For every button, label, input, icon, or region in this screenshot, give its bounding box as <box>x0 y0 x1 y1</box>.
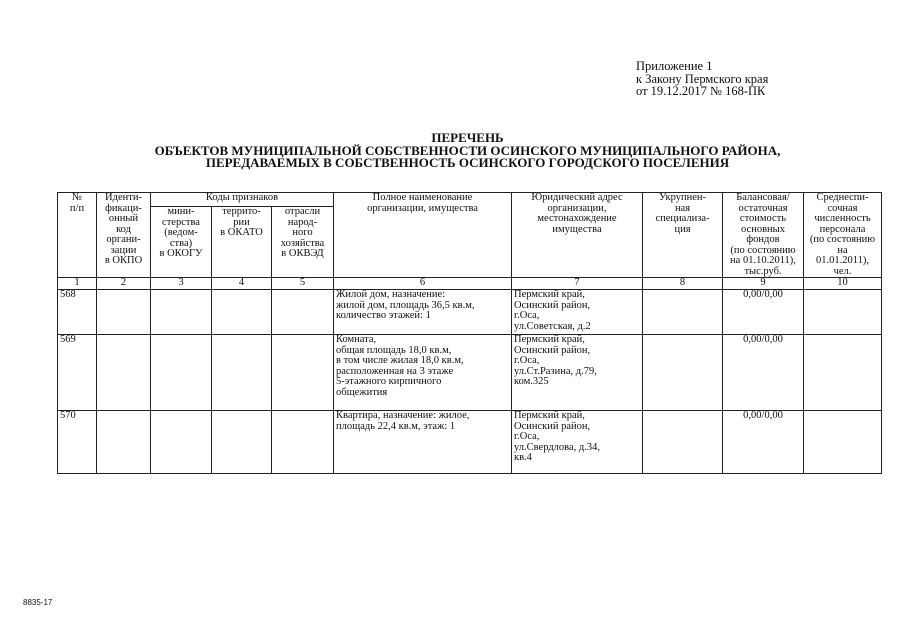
column-number: 7 <box>512 278 643 290</box>
text-line: онный <box>108 213 139 224</box>
title-line-1: ПЕРЕЧЕНЬ <box>431 130 504 145</box>
header-okato <box>212 207 272 278</box>
text-line: остаточная <box>738 202 788 214</box>
text-line: площадь 22,4 кв.м, этаж: 1 <box>336 420 456 432</box>
text-line: в ОКАТО <box>220 227 263 238</box>
title-line-3: ПЕРЕДАВАЕМЫХ В СОБСТВЕННОСТЬ ОСИНСКОГО ГОРОДСКОГО ПОСЕЛЕНИЯ <box>205 155 730 170</box>
text-line: террито- <box>222 206 261 217</box>
balance-value: 0,00/0,00 <box>723 411 804 474</box>
text-line: организации, <box>547 202 607 214</box>
text-line: (ведом- <box>164 227 198 238</box>
text-line: Квартира, назначение: жилое, <box>336 410 470 421</box>
text-line: общежития <box>336 386 388 398</box>
column-number: 9 <box>723 278 804 290</box>
header-address <box>512 193 643 278</box>
column-number: 1 <box>58 278 97 290</box>
row-number: 568 <box>58 290 97 335</box>
okato-cell <box>212 290 272 335</box>
text-line: Полное наименование <box>372 192 473 203</box>
staff-cell <box>804 411 882 474</box>
specialization-cell <box>643 290 723 335</box>
title-line-2: ОБЪЕКТОВ МУНИЦИПАЛЬНОЙ СОБСТВЕННОСТИ ОСИНСКОГО МУНИЦИПАЛЬНОГО РАЙОНА, <box>154 142 781 158</box>
text-line: персонала <box>819 223 866 235</box>
text-line: г.Оса, <box>514 310 540 321</box>
document-code: 8835-17 <box>23 598 53 607</box>
okpo-cell <box>97 411 151 474</box>
specialization-cell <box>643 411 723 474</box>
object-name <box>334 290 512 335</box>
text-line: хозяйства <box>280 237 325 249</box>
balance-value: 0,00/0,00 <box>723 290 804 335</box>
text-line: органи- <box>106 234 141 245</box>
text-line: Пермский край, <box>514 334 585 345</box>
text-line: Юридический адрес <box>531 192 623 203</box>
text-line: стерства <box>162 216 200 228</box>
text-line: ком.325 <box>514 376 549 387</box>
header-okved <box>272 207 334 278</box>
okpo-cell <box>97 335 151 411</box>
text-line: п/п <box>69 202 85 214</box>
header-num <box>58 193 97 278</box>
text-line: местонахождение <box>537 213 617 224</box>
text-line: ного <box>292 227 313 238</box>
text-line: г.Оса, <box>514 355 540 366</box>
text-line: Пермский край, <box>514 289 585 300</box>
header-name <box>334 193 512 278</box>
table-row <box>58 335 882 411</box>
text-line: ная <box>674 202 691 214</box>
text-line: народ- <box>287 216 318 228</box>
text-line: ства) <box>169 237 193 249</box>
column-number: 3 <box>151 278 212 290</box>
okato-cell <box>212 335 272 411</box>
text-line: Балансовая/ <box>736 192 790 203</box>
okogu-cell <box>151 335 212 411</box>
okved-cell <box>272 290 334 335</box>
column-number-row <box>58 278 882 290</box>
text-line: Осинский район, <box>514 344 591 356</box>
text-line: стоимость <box>739 213 787 224</box>
text-line: жилой дом, площадь 36,5 кв.м, <box>336 299 475 311</box>
column-number: 5 <box>272 278 334 290</box>
column-number: 10 <box>804 278 882 290</box>
text-line: на 01.10.2011), <box>730 255 796 266</box>
document-title <box>60 132 875 170</box>
text-line: Комната, <box>336 334 377 345</box>
text-line: рии <box>233 216 250 228</box>
text-line: ция <box>674 223 691 235</box>
text-line: общая площадь 18,0 кв.м, <box>336 344 452 356</box>
text-line: Пермский край, <box>514 410 585 421</box>
text-line: 5-этажного кирпичного <box>336 376 442 387</box>
appendix-line-2: к Закону Пермского края <box>636 71 769 86</box>
header-codes: Коды признаков <box>151 193 334 207</box>
object-address <box>512 411 643 474</box>
balance-value: 0,00/0,00 <box>723 335 804 411</box>
appendix-line-3: от 19.12.2017 № 168-ПК <box>636 84 766 98</box>
okogu-cell <box>151 411 212 474</box>
text-line: организации, имущества <box>367 202 478 214</box>
text-line: код <box>116 223 131 235</box>
header-okogu <box>151 207 212 278</box>
text-line: Укрупнен- <box>659 192 706 203</box>
object-address <box>512 335 643 411</box>
text-line: Иденти- <box>105 192 142 203</box>
object-name <box>334 335 512 411</box>
text-line: 01.01.2011), <box>816 255 869 266</box>
okogu-cell <box>151 290 212 335</box>
text-line: специализа- <box>655 213 710 224</box>
text-line: численность <box>814 213 871 224</box>
object-address <box>512 290 643 335</box>
header-staff <box>804 193 882 278</box>
specialization-cell <box>643 335 723 411</box>
header-specialization <box>643 193 723 278</box>
text-line: в ОКВЭД <box>281 248 324 259</box>
text-line: кв.4 <box>514 452 532 463</box>
text-line: ул.Свердлова, д.34, <box>514 441 600 453</box>
text-line: г.Оса, <box>514 431 540 442</box>
text-line: имущества <box>552 223 602 235</box>
text-line: в ОКПО <box>104 255 143 266</box>
text-line: ул.Советская, д.2 <box>514 320 591 332</box>
text-line: фикаци- <box>105 202 142 214</box>
staff-cell <box>804 290 882 335</box>
header-balance <box>723 193 804 278</box>
text-line: чел. <box>833 265 852 277</box>
appendix-note <box>636 60 866 98</box>
table-row <box>58 290 882 335</box>
text-line: фондов <box>746 234 780 245</box>
text-line: основных <box>741 223 785 235</box>
text-line: сочная <box>827 202 858 214</box>
text-line: Среднеспи- <box>816 192 869 203</box>
text-line: Осинский район, <box>514 299 591 311</box>
text-line: зации <box>110 244 137 256</box>
okved-cell <box>272 335 334 411</box>
objects-table <box>57 192 882 474</box>
row-number: 569 <box>58 335 97 411</box>
text-line: в том числе жилая 18,0 кв.м, <box>336 355 464 366</box>
text-line: тыс.руб. <box>744 265 782 277</box>
text-line: № <box>71 192 83 203</box>
text-line: (по состоянию <box>809 234 876 245</box>
table-row <box>58 411 882 474</box>
text-line: Осинский район, <box>514 420 591 432</box>
column-number: 8 <box>643 278 723 290</box>
column-number: 2 <box>97 278 151 290</box>
column-number: 4 <box>212 278 272 290</box>
appendix-line-1: Приложение 1 <box>636 59 713 73</box>
text-line: ул.Ст.Разина, д.79, <box>514 365 597 377</box>
row-number: 570 <box>58 411 97 474</box>
text-line: расположенная на 3 этаже <box>336 365 454 377</box>
text-line: Жилой дом, назначение: <box>336 289 446 300</box>
okato-cell <box>212 411 272 474</box>
okpo-cell <box>97 290 151 335</box>
header-okpo <box>97 193 151 278</box>
text-line: отрасли <box>284 206 321 217</box>
text-line: на <box>837 244 848 256</box>
text-line: в ОКОГУ <box>159 248 203 259</box>
text-line: количество этажей: 1 <box>336 310 431 321</box>
staff-cell <box>804 335 882 411</box>
text-line: мини- <box>167 206 195 217</box>
column-number: 6 <box>334 278 512 290</box>
text-line: (по состоянию <box>730 244 796 256</box>
object-name <box>334 411 512 474</box>
okved-cell <box>272 411 334 474</box>
